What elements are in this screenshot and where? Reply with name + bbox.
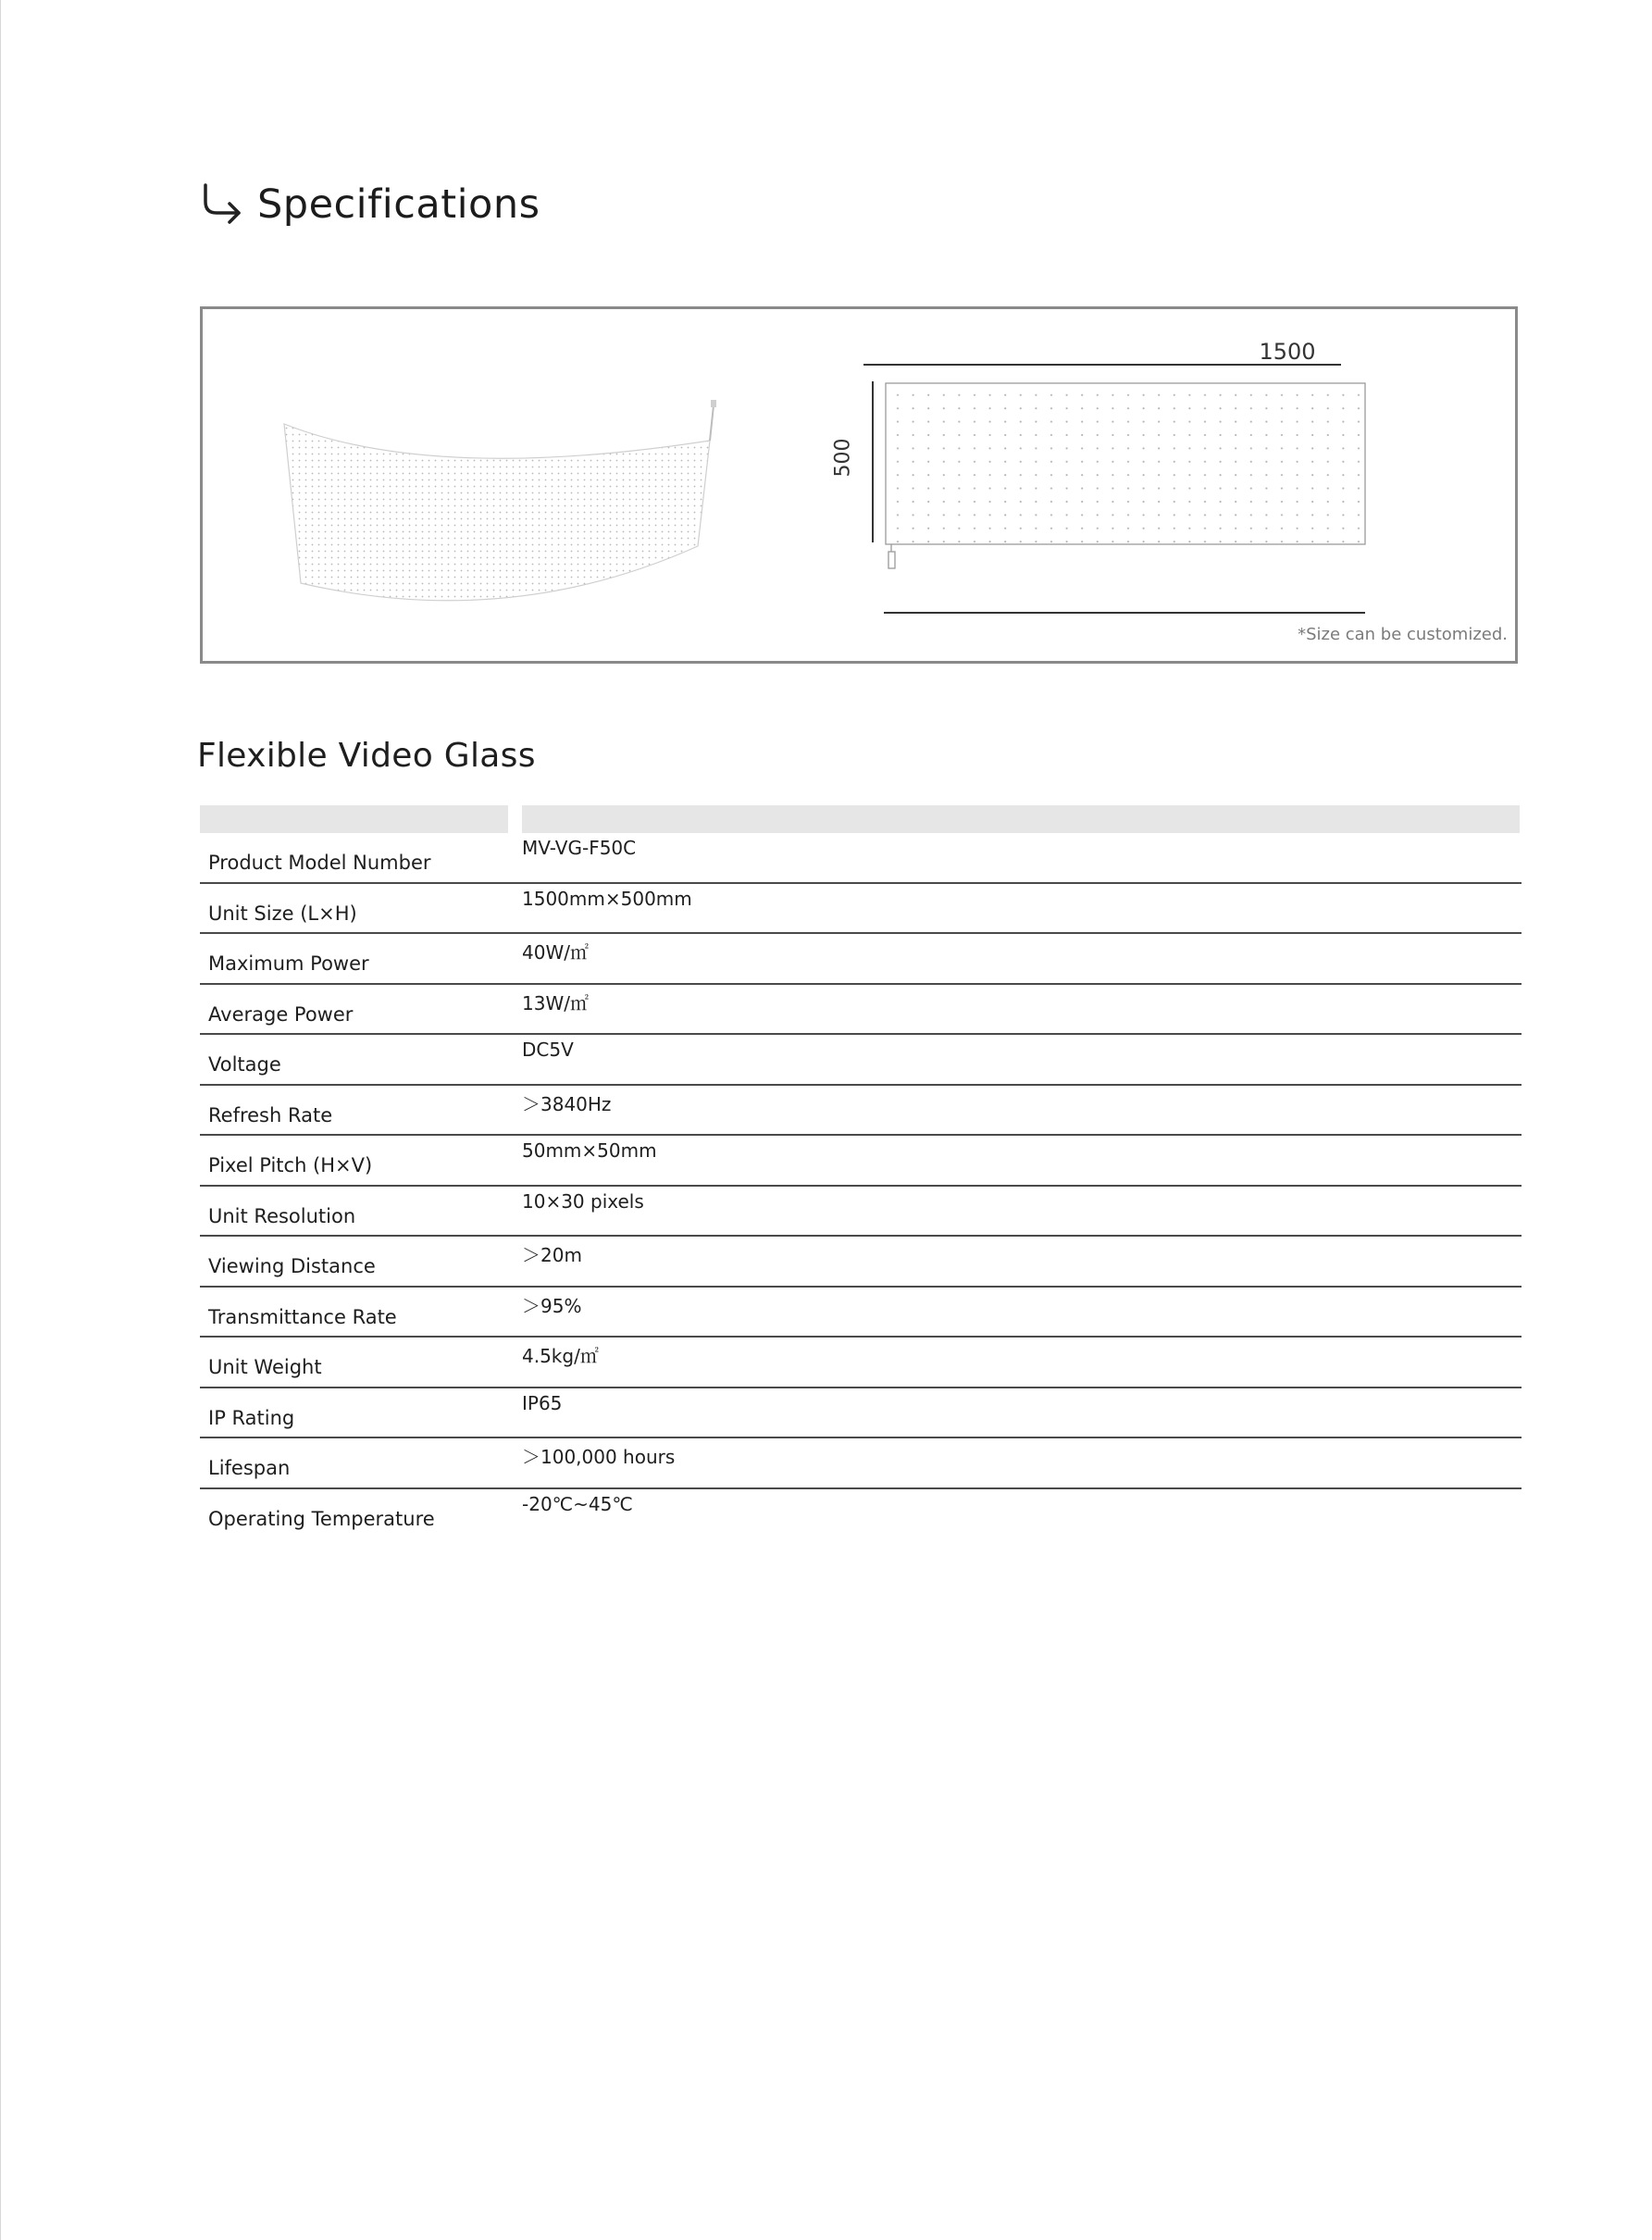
spec-label: Refresh Rate <box>208 1103 333 1126</box>
spec-label: Voltage <box>208 1053 281 1076</box>
specifications-table <box>200 805 1522 1539</box>
spec-label: Transmittance Rate <box>208 1305 397 1328</box>
flat-panel-drawing <box>814 361 1406 620</box>
height-dimension-label: 500 <box>831 438 855 478</box>
spec-value: 50mm×50mm <box>522 1139 657 1162</box>
table-row <box>200 1136 1522 1187</box>
spec-value: -20℃~45℃ <box>522 1492 633 1515</box>
header-cell-value <box>522 805 1520 833</box>
table-row <box>200 1438 1522 1489</box>
spec-value: 40W/㎡ <box>522 941 589 964</box>
spec-label: IP Rating <box>208 1406 295 1429</box>
customization-note: *Size can be customized. <box>1298 625 1508 644</box>
table-header <box>200 805 1522 833</box>
table-row <box>200 1338 1522 1388</box>
page-title: Specifications <box>257 181 540 228</box>
width-dimension-label: 1500 <box>1259 339 1316 365</box>
spec-value: ＞3840Hz <box>522 1092 612 1115</box>
table-row <box>200 1086 1522 1137</box>
spec-label: Unit Weight <box>208 1356 322 1378</box>
product-title: Flexible Video Glass <box>197 737 536 775</box>
curved-panel-illustration <box>277 354 721 613</box>
table-row <box>200 1288 1522 1338</box>
spec-label: Unit Resolution <box>208 1204 356 1227</box>
table-row <box>200 884 1522 935</box>
table-row <box>200 1035 1522 1086</box>
spec-label: Viewing Distance <box>208 1255 376 1277</box>
spec-label: Unit Size (L×H) <box>208 902 357 925</box>
spec-value: MV-VG-F50C <box>522 837 637 859</box>
table-row <box>200 985 1522 1036</box>
table-row <box>200 1388 1522 1439</box>
table-row <box>200 1237 1522 1288</box>
spec-label: Operating Temperature <box>208 1507 435 1530</box>
curved-arrow-icon <box>196 181 244 228</box>
spec-label: Pixel Pitch (H×V) <box>208 1154 373 1176</box>
table-row <box>200 934 1522 985</box>
spec-value: 4.5kg/㎡ <box>522 1345 599 1367</box>
spec-label: Maximum Power <box>208 952 369 975</box>
spec-value: 1500mm×500mm <box>522 887 692 910</box>
header-cell-label <box>200 805 508 833</box>
dimension-diagram-box <box>200 306 1518 664</box>
spec-label: Lifespan <box>208 1457 291 1479</box>
spec-value: 13W/㎡ <box>522 991 589 1014</box>
table-row <box>200 833 1522 884</box>
table-row <box>200 1187 1522 1238</box>
spec-value: IP65 <box>522 1391 563 1414</box>
spec-value: ＞20m <box>522 1244 582 1266</box>
spec-label: Product Model Number <box>208 852 431 874</box>
spec-value: ＞100,000 hours <box>522 1446 676 1468</box>
spec-value: 10×30 pixels <box>522 1189 644 1213</box>
spec-label: Average Power <box>208 1002 354 1026</box>
section-heading <box>196 172 540 237</box>
spec-value: ＞95% <box>522 1294 582 1317</box>
table-row <box>200 1489 1522 1540</box>
page-edge <box>0 0 1 2240</box>
spec-value: DC5V <box>522 1039 574 1061</box>
